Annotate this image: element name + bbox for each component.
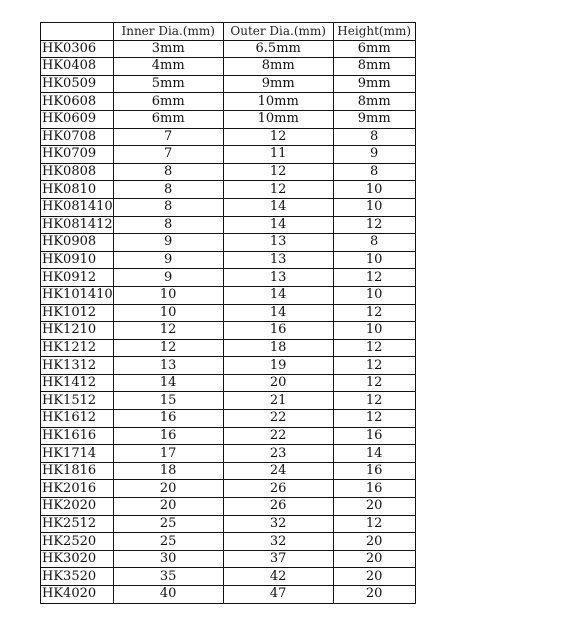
height-cell: 12 — [333, 269, 415, 287]
table-row — [41, 128, 416, 146]
outer-dia-cell: 19 — [223, 357, 333, 375]
outer-dia-cell: 14 — [223, 216, 333, 234]
model-cell: HK2020 — [41, 498, 114, 516]
table-row — [41, 533, 416, 551]
inner-dia-cell: 18 — [113, 462, 223, 480]
outer-dia-cell: 13 — [223, 234, 333, 252]
table-row — [41, 234, 416, 252]
model-cell: HK1412 — [41, 374, 114, 392]
height-cell: 12 — [333, 392, 415, 410]
model-cell: HK0408 — [41, 58, 114, 76]
height-cell: 10 — [333, 251, 415, 269]
model-cell: HK1616 — [41, 427, 114, 445]
bearing-spec-table — [40, 22, 416, 604]
model-cell: HK3020 — [41, 550, 114, 568]
outer-dia-cell: 22 — [223, 410, 333, 428]
height-cell: 12 — [333, 304, 415, 322]
outer-dia-cell: 21 — [223, 392, 333, 410]
table-row — [41, 198, 416, 216]
table-row — [41, 480, 416, 498]
model-cell: HK0810 — [41, 181, 114, 199]
outer-dia-cell: 23 — [223, 445, 333, 463]
inner-dia-cell: 6mm — [113, 93, 223, 111]
model-cell: HK1714 — [41, 445, 114, 463]
table-row — [41, 427, 416, 445]
height-cell: 12 — [333, 410, 415, 428]
inner-dia-cell: 40 — [113, 586, 223, 604]
outer-dia-cell: 47 — [223, 586, 333, 604]
inner-dia-cell: 9 — [113, 269, 223, 287]
height-cell: 9mm — [333, 110, 415, 128]
height-cell: 14 — [333, 445, 415, 463]
table-row — [41, 462, 416, 480]
outer-dia-cell: 20 — [223, 374, 333, 392]
inner-dia-cell: 35 — [113, 568, 223, 586]
table-row — [41, 445, 416, 463]
inner-dia-cell: 12 — [113, 339, 223, 357]
table-row — [41, 568, 416, 586]
outer-dia-cell: 6.5mm — [223, 40, 333, 58]
table-row — [41, 40, 416, 58]
model-cell: HK1212 — [41, 339, 114, 357]
inner-dia-cell: 7 — [113, 146, 223, 164]
height-cell: 16 — [333, 427, 415, 445]
inner-dia-cell: 9 — [113, 251, 223, 269]
outer-dia-cell: 14 — [223, 286, 333, 304]
outer-dia-cell: 13 — [223, 251, 333, 269]
inner-dia-cell: 20 — [113, 498, 223, 516]
outer-dia-cell: 16 — [223, 322, 333, 340]
outer-dia-cell: 12 — [223, 163, 333, 181]
outer-dia-cell: 37 — [223, 550, 333, 568]
table-row — [41, 75, 416, 93]
table-row — [41, 339, 416, 357]
inner-dia-cell: 15 — [113, 392, 223, 410]
header-outer-dia: Outer Dia.(mm) — [223, 23, 333, 41]
model-cell: HK0908 — [41, 234, 114, 252]
height-cell: 12 — [333, 216, 415, 234]
height-cell: 8mm — [333, 93, 415, 111]
model-cell: HK0708 — [41, 128, 114, 146]
height-cell: 16 — [333, 480, 415, 498]
inner-dia-cell: 12 — [113, 322, 223, 340]
model-cell: HK1012 — [41, 304, 114, 322]
outer-dia-cell: 12 — [223, 181, 333, 199]
inner-dia-cell: 8 — [113, 163, 223, 181]
table-row — [41, 216, 416, 234]
outer-dia-cell: 14 — [223, 304, 333, 322]
model-cell: HK4020 — [41, 586, 114, 604]
model-cell: HK101410 — [42, 287, 113, 303]
model-cell: HK0609 — [41, 110, 114, 128]
model-cell: HK2520 — [41, 533, 114, 551]
model-cell: HK0709 — [41, 146, 114, 164]
model-cell: HK0608 — [41, 93, 114, 111]
table-body — [41, 40, 416, 603]
table-row — [41, 304, 416, 322]
table-row — [41, 515, 416, 533]
height-cell: 16 — [333, 462, 415, 480]
outer-dia-cell: 8mm — [223, 58, 333, 76]
inner-dia-cell: 6mm — [113, 110, 223, 128]
model-cell: HK1210 — [41, 322, 114, 340]
table-row — [41, 322, 416, 340]
height-cell: 6mm — [333, 40, 415, 58]
model-cell: HK1512 — [41, 392, 114, 410]
inner-dia-cell: 10 — [113, 286, 223, 304]
model-cell: HK0306 — [41, 40, 114, 58]
table-row — [41, 374, 416, 392]
height-cell: 10 — [333, 181, 415, 199]
height-cell: 12 — [333, 357, 415, 375]
height-cell: 20 — [333, 498, 415, 516]
inner-dia-cell: 8 — [113, 181, 223, 199]
table-row — [41, 269, 416, 287]
model-cell: HK1612 — [41, 410, 114, 428]
table-row — [41, 586, 416, 604]
inner-dia-cell: 10 — [113, 304, 223, 322]
model-cell: HK2016 — [41, 480, 114, 498]
model-cell: HK0910 — [41, 251, 114, 269]
height-cell: 9 — [333, 146, 415, 164]
height-cell: 8 — [333, 234, 415, 252]
header-row — [41, 23, 416, 41]
outer-dia-cell: 10mm — [223, 110, 333, 128]
height-cell: 8 — [333, 163, 415, 181]
model-cell: HK0509 — [41, 75, 114, 93]
outer-dia-cell: 10mm — [223, 93, 333, 111]
table-row — [41, 392, 416, 410]
inner-dia-cell: 13 — [113, 357, 223, 375]
table-row — [41, 498, 416, 516]
inner-dia-cell: 17 — [113, 445, 223, 463]
outer-dia-cell: 13 — [223, 269, 333, 287]
height-cell: 20 — [333, 568, 415, 586]
table-row — [41, 357, 416, 375]
inner-dia-cell: 14 — [113, 374, 223, 392]
model-cell: HK0912 — [41, 269, 114, 287]
outer-dia-cell: 9mm — [223, 75, 333, 93]
outer-dia-cell: 32 — [223, 515, 333, 533]
model-cell: HK0808 — [41, 163, 114, 181]
height-cell: 10 — [333, 198, 415, 216]
table-row — [41, 181, 416, 199]
inner-dia-cell: 3mm — [113, 40, 223, 58]
table-row — [41, 251, 416, 269]
inner-dia-cell: 30 — [113, 550, 223, 568]
inner-dia-cell: 8 — [113, 216, 223, 234]
model-cell: HK1312 — [41, 357, 114, 375]
outer-dia-cell: 12 — [223, 128, 333, 146]
height-cell: 20 — [333, 586, 415, 604]
header-model — [41, 23, 114, 41]
height-cell: 12 — [333, 374, 415, 392]
inner-dia-cell: 25 — [113, 515, 223, 533]
table-row — [41, 410, 416, 428]
outer-dia-cell: 42 — [223, 568, 333, 586]
table-row — [41, 550, 416, 568]
inner-dia-cell: 20 — [113, 480, 223, 498]
table-row — [41, 110, 416, 128]
inner-dia-cell: 16 — [113, 427, 223, 445]
inner-dia-cell: 4mm — [113, 58, 223, 76]
outer-dia-cell: 26 — [223, 498, 333, 516]
height-cell: 10 — [333, 322, 415, 340]
height-cell: 10 — [333, 286, 415, 304]
height-cell: 8 — [333, 128, 415, 146]
outer-dia-cell: 32 — [223, 533, 333, 551]
height-cell: 9mm — [333, 75, 415, 93]
model-cell: HK081412 — [42, 216, 113, 232]
model-cell: HK2512 — [41, 515, 114, 533]
model-cell: HK081410 — [42, 199, 113, 215]
inner-dia-cell: 9 — [113, 234, 223, 252]
inner-dia-cell: 7 — [113, 128, 223, 146]
height-cell: 8mm — [333, 58, 415, 76]
table-row — [41, 146, 416, 164]
inner-dia-cell: 8 — [113, 198, 223, 216]
outer-dia-cell: 18 — [223, 339, 333, 357]
height-cell: 20 — [333, 533, 415, 551]
header-inner-dia: Inner Dia.(mm) — [113, 23, 223, 41]
outer-dia-cell: 14 — [223, 198, 333, 216]
inner-dia-cell: 5mm — [113, 75, 223, 93]
outer-dia-cell: 22 — [223, 427, 333, 445]
inner-dia-cell: 25 — [113, 533, 223, 551]
model-cell: HK3520 — [41, 568, 114, 586]
height-cell: 20 — [333, 550, 415, 568]
height-cell: 12 — [333, 515, 415, 533]
outer-dia-cell: 26 — [223, 480, 333, 498]
table-row — [41, 93, 416, 111]
inner-dia-cell: 16 — [113, 410, 223, 428]
outer-dia-cell: 24 — [223, 462, 333, 480]
model-cell: HK1816 — [41, 462, 114, 480]
table-row — [41, 163, 416, 181]
outer-dia-cell: 11 — [223, 146, 333, 164]
header-height: Height(mm) — [333, 23, 415, 41]
table-row — [41, 58, 416, 76]
table-row — [41, 286, 416, 304]
height-cell: 12 — [333, 339, 415, 357]
